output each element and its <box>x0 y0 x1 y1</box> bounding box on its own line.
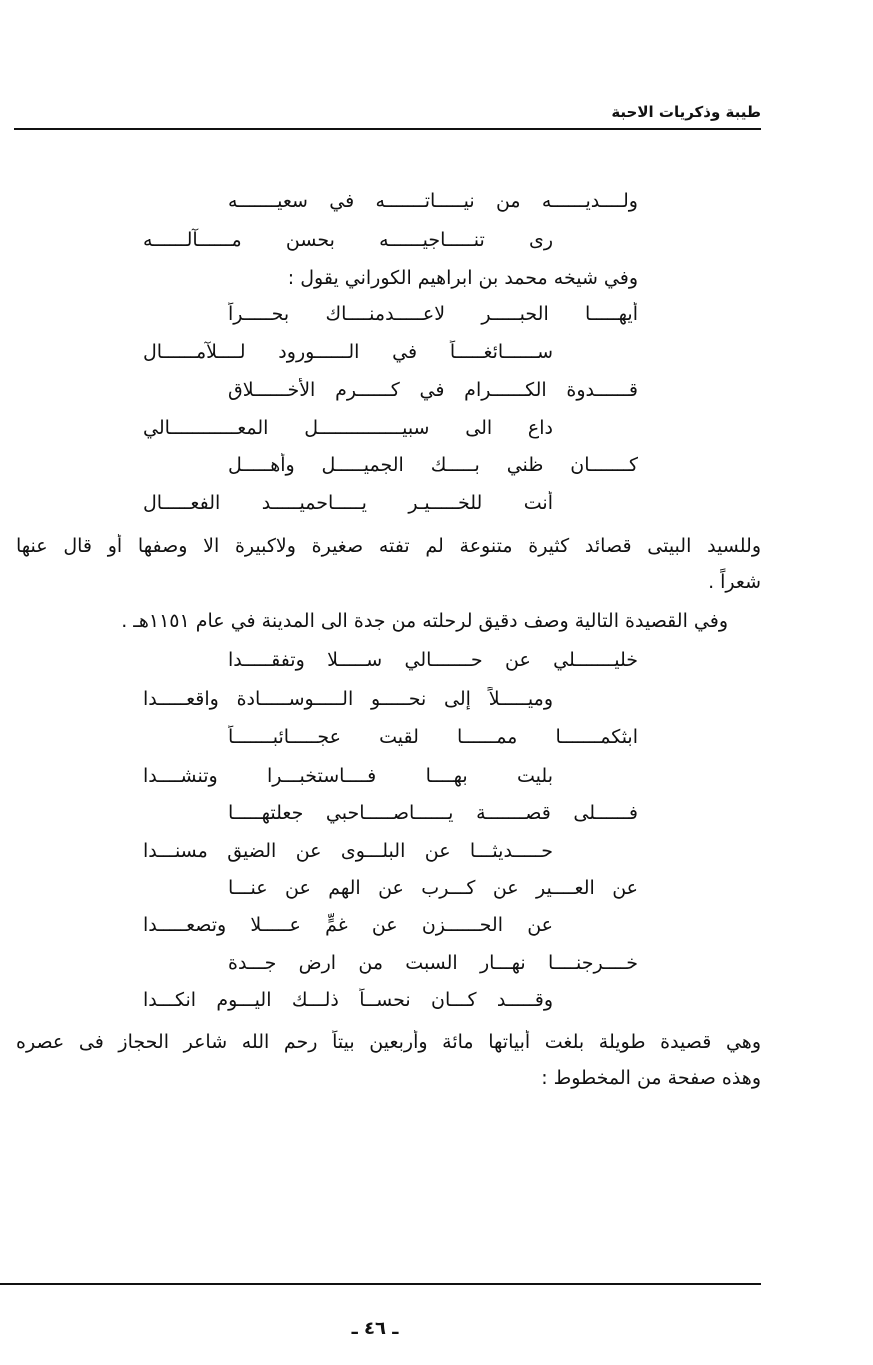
verse-line: أنت للخـــــيـر يـــــاحميـــــد الفعـــــال <box>143 492 553 514</box>
verse-line: قــــــدوة الكــــــرام في كــــــرم الأخــــــلاق <box>228 379 638 401</box>
prose-line: وهذه صفحة من المخطوط : <box>541 1067 761 1089</box>
prose-line: وهي قصيدة طويلة بلغت أبياتها مائة وأربعين بيتاً رحم الله شاعر الحجاز فى عصره <box>16 1031 761 1053</box>
verse-intro: وفي شيخه محمد بن ابراهيم الكوراني يقول : <box>287 267 638 289</box>
verse-line: عن الحــــــزن عن غمٍّ عـــــلا وتصعـــــدا <box>143 914 553 936</box>
verse-line: وميـــــلاً إلى نحـــــو الـــــوســـــادة واقعـــــدا <box>143 688 553 710</box>
prose-line: وللسيد البيتى قصائد كثيرة متنوعة لم تفته صغيرة ولاكبيرة الا وصفها أو قال عنها <box>16 535 761 557</box>
verse-line: فــــــلى قصـــــــة يــــــاصـــــاحبي جعلتهـــــا <box>228 802 638 824</box>
verse-line: ولــــديــــــه من نيـــــاتـــــــه في سعيـــــــه <box>228 190 638 212</box>
prose-line: شعراً . <box>708 571 761 593</box>
verse-line: وقـــــد كـــان نحســاً ذلـــك اليـــوم انكـــدا <box>143 989 553 1011</box>
verse-line: بليت بهــــا فــــاستخبـــرا وتنشــــدا <box>143 765 553 787</box>
verse-line: حـــــديثـــا عن البلـــوى عن الضيق مسنـــدا <box>143 840 553 862</box>
verse-line: أيهـــــا الحبـــــر لاعـــــدمنــــاك بحـــــراً <box>228 303 638 325</box>
verse-line: رى تنـــــاجيــــــه بحسن مــــــآلــــــه <box>143 229 553 251</box>
page-number: ـ ٤٦ ـ <box>351 1318 399 1339</box>
verse-line: داع الى سبيـــــــــــــــل المعــــــــــــالي <box>143 417 553 439</box>
prose-line: وفي القصيدة التالية وصف دقيق لرحلته من جدة الى المدينة في عام ١١٥١هـ . <box>121 610 728 632</box>
verse-line: خليـــــــلي عن حـــــــالي ســـــلا وتفقـــــدا <box>228 649 638 671</box>
verse-line: ابثكمـــــــا ممــــــا لقيت عجـــــائبـــــــاً <box>228 726 638 748</box>
verse-line: خــــرجنــــا نهـــار السبت من ارض جـــدة <box>228 952 638 974</box>
header-divider <box>14 128 761 130</box>
footer-divider <box>0 1283 761 1285</box>
verse-line: ســــــائغـــــاً في الــــــورود لــــلآمــــــال <box>143 341 553 363</box>
running-header-title: طيبة وذكريات الاحبة <box>611 103 761 121</box>
verse-line: عن العــــير عن كـــرب عن الهم عن عنـــا <box>228 877 638 899</box>
verse-line: كـــــــان ظني بـــــك الجميـــــل وأهـــــل <box>228 454 638 476</box>
